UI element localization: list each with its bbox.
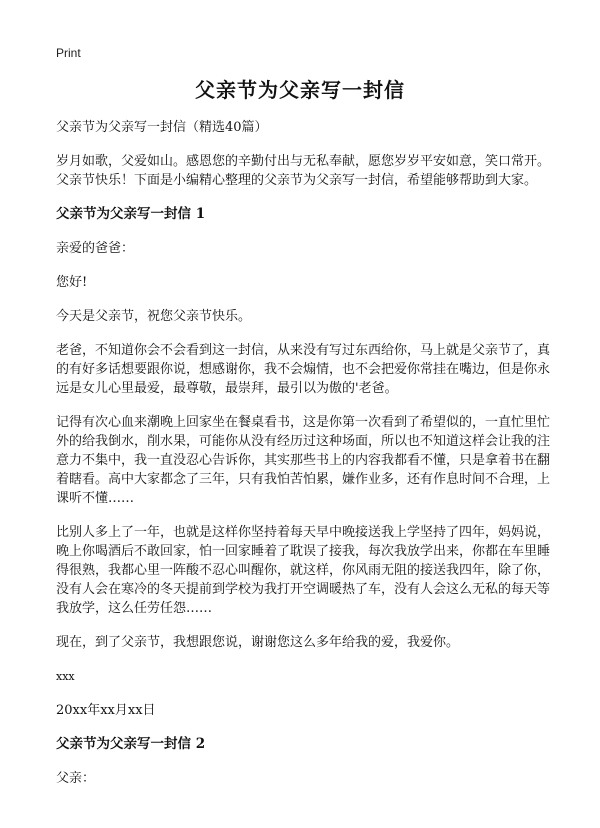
article-body: [56, 118, 550, 803]
letter1-greeting: 您好!: [56, 275, 88, 290]
letter2-salutation: 父亲：: [56, 771, 96, 786]
print-link[interactable]: Print: [56, 46, 81, 60]
section-heading-2: 父亲节为父亲写一封信 2: [56, 736, 206, 752]
letter1-paragraph-4: 比别人多上了一年，也就是这样你坚持着每天早中晚接送我上学坚持了四年，妈妈说，晚上你喝酒后不敢回家，怕一回家睡着了耽误了接我，每次我放学出来，你都在车里睡得很熟，我都心里一阵酸不忍心叫醒你，就这样，你风雨无阻的接送我四年，除了你，没有人会在寒冷的冬天提前到学校为我打开空调暖热了车，没有人会这么无私的每天等我放学，这么任劳任怨……: [56, 525, 551, 616]
letter1-date: 20xx年xx月xx日: [56, 703, 156, 718]
letter1-paragraph-5: 现在，到了父亲节，我想跟您说，谢谢您这么多年给我的爱，我爱你。: [56, 635, 460, 650]
letter1-paragraph-2: 老爸，不知道你会不会看到这一封信，从来没有写过东西给你，马上就是父亲节了，真的有好多话想要跟你说，想感谢你，我不会煽情，也不会把爱你常挂在嘴边，但是你永远是女儿心里最爱，最尊敬，最崇拜，最引以为傲的'老爸。: [56, 343, 551, 396]
article-summary: 岁月如歌，父爱如山。感恩您的辛勤付出与无私奉献，愿您岁岁平安如意，笑口常开。父亲节快乐！下面是小编精心整理的父亲节为父亲写一封信，希望能够帮助到大家。: [56, 154, 551, 188]
page-title: 父亲节为父亲写一封信: [195, 78, 405, 102]
letter1-paragraph-1: 今天是父亲节，祝您父亲节快乐。: [56, 309, 252, 324]
letter1-paragraph-3: 记得有次心血来潮晚上回家坐在餐桌看书，这是你第一次看到了希望似的，一直忙里忙外的给我倒水，削水果，可能你从没有经历过这种场面，所以也不知道这样会让我的注意力不集中，我一直没忍心告诉你，其实那些书上的内容我都看不懂，只是拿着书在翻着瞎看。高中大家都念了三年，只有我怕苦怕累，嫌作业多，还有作息时间不合理，上课听不懂……: [56, 415, 551, 506]
letter1-salutation: 亲爱的爸爸：: [56, 241, 135, 256]
letter1-signature: xxx: [56, 670, 75, 683]
section-heading-1: 父亲节为父亲写一封信 1: [56, 206, 206, 222]
article-subtitle: 父亲节为父亲写一封信（精选40篇）: [56, 120, 268, 135]
